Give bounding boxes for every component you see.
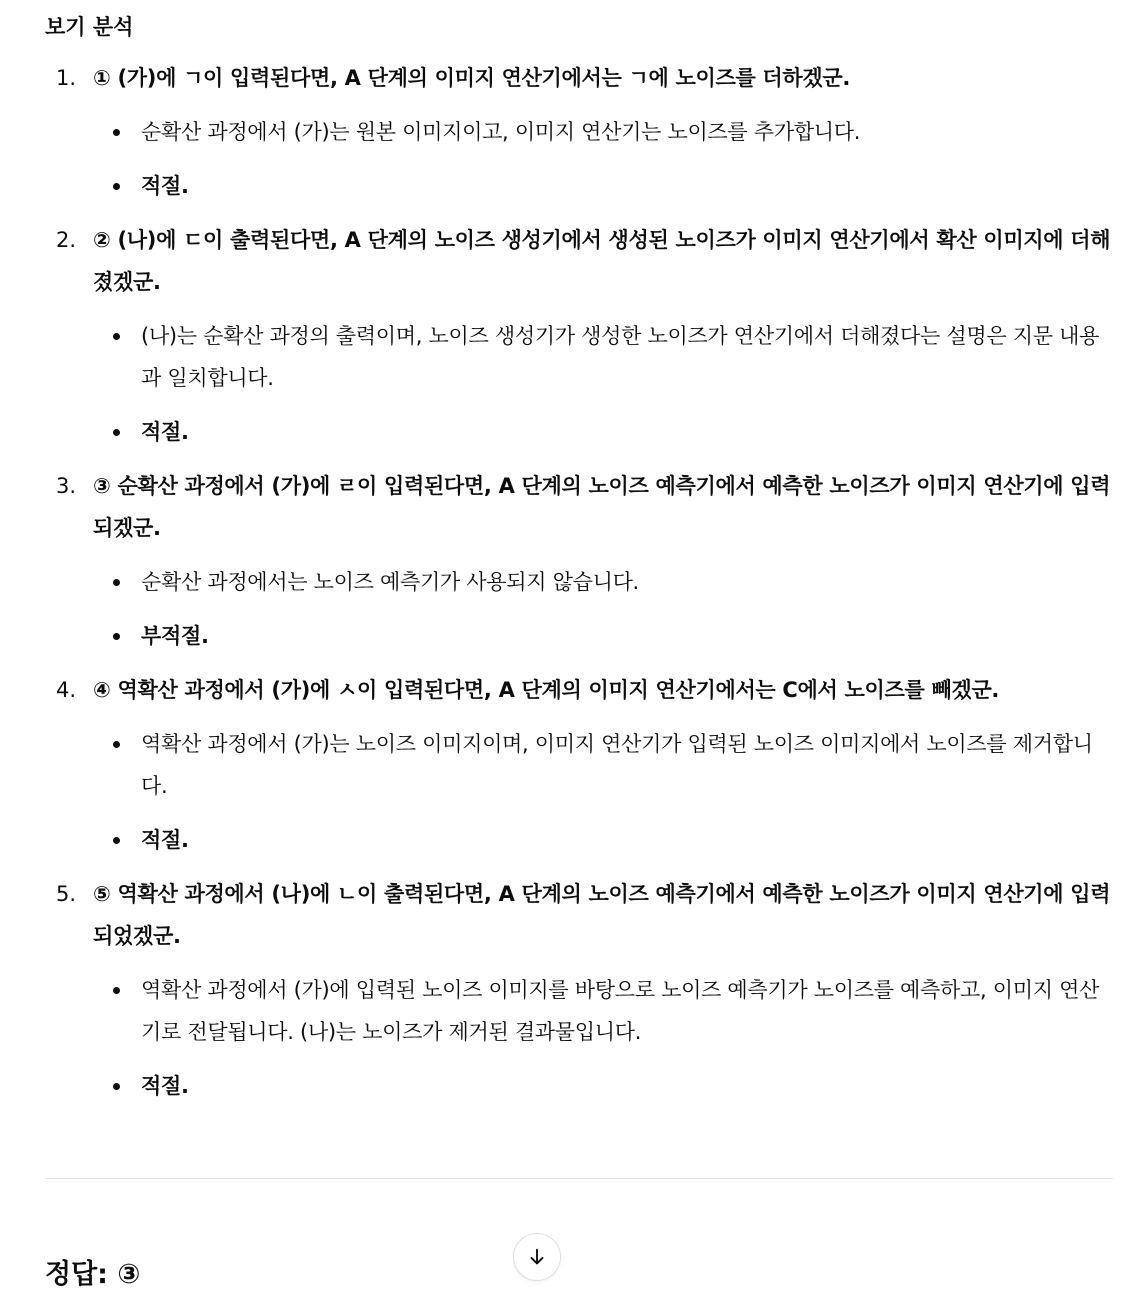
verdict-item (93, 1065, 1115, 1107)
verdict-item (93, 819, 1115, 861)
item-number: 5. (56, 882, 77, 906)
bullet-icon (113, 333, 120, 340)
item-number: 2. (56, 228, 77, 252)
answer-heading: 정답: ③ (45, 1259, 141, 1290)
explanation-text: (나)는 순확산 과정의 출력이며, 노이즈 생성기가 생성한 노이즈가 연산기에서 더해졌다는 설명은 지문 내용과 일치합니다. (141, 324, 1100, 390)
sub-list (93, 315, 1115, 453)
explanation-item (93, 315, 1115, 399)
verdict-text: 적절. (141, 174, 189, 198)
item-heading: ② (나)에 ㄷ이 출력된다면, A 단계의 노이즈 생성기에서 생성된 노이즈가 이미지 연산기에서 확산 이미지에 더해졌겠군. (93, 228, 1111, 294)
sub-list (93, 111, 1115, 207)
item-number: 3. (56, 474, 77, 498)
option-list (45, 57, 1115, 1107)
bullet-icon (113, 183, 120, 190)
bullet-icon (113, 429, 120, 436)
arrow-down-icon (526, 1246, 548, 1268)
verdict-item (93, 165, 1115, 207)
explanation-item (93, 969, 1115, 1053)
verdict-item (93, 615, 1115, 657)
explanation-text: 순확산 과정에서는 노이즈 예측기가 사용되지 않습니다. (141, 570, 639, 594)
sub-list (93, 561, 1115, 657)
bullet-icon (113, 1083, 120, 1090)
item-heading: ④ 역확산 과정에서 (가)에 ㅅ이 입력된다면, A 단계의 이미지 연산기에서는 C에서 노이즈를 빼겠군. (93, 678, 1000, 702)
explanation-item (93, 561, 1115, 603)
bullet-icon (113, 741, 120, 748)
verdict-item (93, 411, 1115, 453)
explanation-text: 순확산 과정에서 (가)는 원본 이미지이고, 이미지 연산기는 노이즈를 추가합니다. (141, 120, 861, 144)
verdict-text: 적절. (141, 1074, 189, 1098)
item-number: 1. (56, 66, 77, 90)
bullet-icon (113, 837, 120, 844)
item-heading: ③ 순확산 과정에서 (가)에 ㄹ이 입력된다면, A 단계의 노이즈 예측기에서 예측한 노이즈가 이미지 연산기에 입력되겠군. (93, 474, 1111, 540)
section-title: 보기 분석 (45, 15, 134, 39)
section-divider (45, 1178, 1113, 1179)
explanation-item (93, 723, 1115, 807)
item-number: 4. (56, 678, 77, 702)
verdict-text: 적절. (141, 828, 189, 852)
sub-list (93, 723, 1115, 861)
bullet-icon (113, 129, 120, 136)
explanation-text: 역확산 과정에서 (가)에 입력된 노이즈 이미지를 바탕으로 노이즈 예측기가 노이즈를 예측하고, 이미지 연산기로 전달됩니다. (나)는 노이즈가 제거된 결과물입니다. (141, 978, 1100, 1044)
verdict-text: 부적절. (141, 624, 209, 648)
bullet-icon (113, 633, 120, 640)
list-item (45, 873, 1115, 1107)
list-item (45, 465, 1115, 669)
item-heading: ⑤ 역확산 과정에서 (나)에 ㄴ이 출력된다면, A 단계의 노이즈 예측기에서 예측한 노이즈가 이미지 연산기에 입력되었겠군. (93, 882, 1111, 948)
scroll-down-button[interactable] (513, 1233, 561, 1281)
list-item (45, 219, 1115, 465)
item-heading: ① (가)에 ㄱ이 입력된다면, A 단계의 이미지 연산기에서는 ㄱ에 노이즈를 더하겠군. (93, 66, 851, 90)
list-item (45, 57, 1115, 219)
explanation-item (93, 111, 1115, 153)
explanation-text: 역확산 과정에서 (가)는 노이즈 이미지이며, 이미지 연산기가 입력된 노이즈 이미지에서 노이즈를 제거합니다. (141, 732, 1093, 798)
bullet-icon (113, 579, 120, 586)
bullet-icon (113, 987, 120, 994)
list-item (45, 669, 1115, 873)
sub-list (93, 969, 1115, 1107)
verdict-text: 적절. (141, 420, 189, 444)
